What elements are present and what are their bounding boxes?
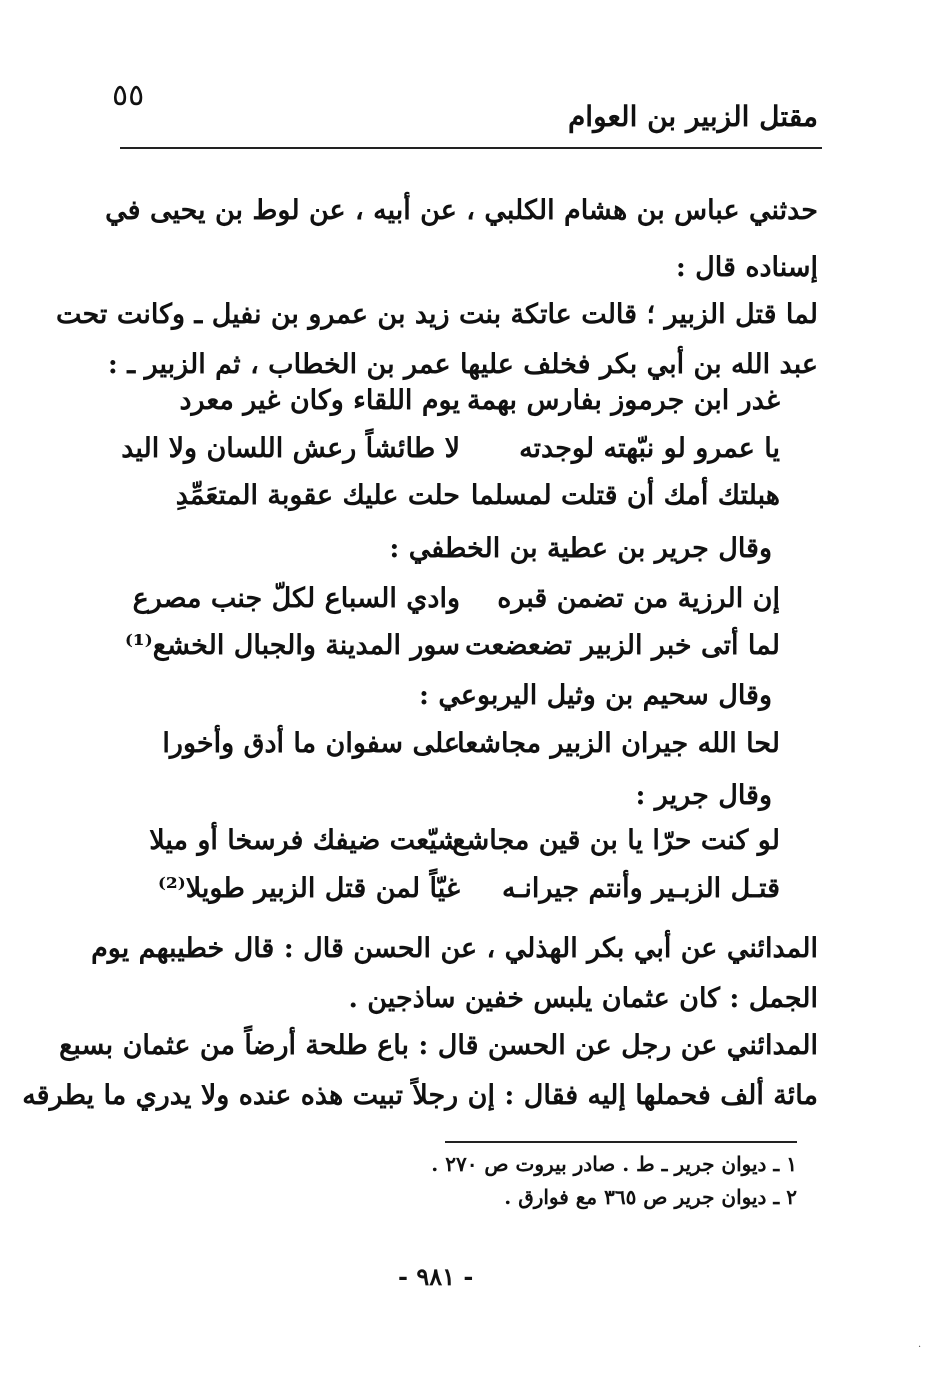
page-number-bottom: - ٩٨١ - [398,1262,474,1291]
verse-row [130,873,780,923]
header-rule [120,147,822,149]
verse-row [130,583,780,633]
verse-first-hemistich: لحا الله جيران الزبير مجاشعا [457,728,780,759]
paragraph-3-line-2: الجمل : كان عثمان يلبس خفين ساذجين . [348,983,818,1014]
verse-first-hemistich: هبلتك أمك أن قتلت لمسلما [470,480,780,511]
verse-second-hemistich: حلت عليك عقوبة المتعَمِّدِ [175,480,460,511]
verse-row [130,825,780,875]
paragraph-4-line-2: مائة ألف فحملها إليه فقال : إن رجلاً تبيت هذه عنده ولا يدري ما يطرقه [22,1080,818,1111]
page-number-top: ٥٥ [112,78,145,113]
scan-edge-mark: · [918,1342,922,1353]
paragraph-2-line-1: لما قتل الزبير ؛ قالت عاتكة بنت زيد بن عمرو بن نفيل ـ وكانت تحت [55,299,818,330]
paragraph-4-line-1: المدائني عن رجل عن الحسن قال : باع طلحة أرضاً من عثمان بسبع [59,1030,818,1061]
paragraph-1-line-2: إسناده قال : [675,252,818,283]
poem-introduction: وقال جرير بن عطية بن الخطفي : [389,533,772,564]
verse-first-hemistich: غدر ابن جرموز بفارس بهمة [467,385,780,416]
verse-row [130,728,780,778]
verse-row [121,433,780,483]
verse-first-hemistich: يا عمرو لو نبّهته لوجدته [519,433,780,464]
verse-second-hemistich: يوم اللقاء وكان غير معرد [179,385,460,416]
verse-first-hemistich: إن الرزية من تضمن قبره [497,583,780,614]
verse-row [130,480,780,530]
poem-introduction: وقال سحيم بن وثيل اليربوعي : [419,680,772,711]
paragraph-2-line-2: عبد الله بن أبي بكر فخلف عليها عمر بن الخطاب ، ثم الزبير ـ : [107,349,818,380]
verse-second-hemistich: شيّعت ضيفك فرسخا أو ميلا [149,825,460,856]
verse-second-hemistich: على سفوان ما أدق وأخورا [162,728,460,759]
poem-introduction: وقال جرير : [635,780,772,811]
footnote-1: ١ ـ ديوان جرير ـ ط . صادر بيروت ص ٢٧٠ . [431,1152,797,1176]
verse-second-hemistich: لا طائشاً رعش اللسان ولا اليد [121,433,460,464]
verse-row [124,630,780,680]
footnote-rule [445,1141,797,1143]
verse-first-hemistich: قتـل الزبـير وأنتم جيرانـه [501,873,780,904]
paragraph-1-line-1: حدثني عباس بن هشام الكلبي ، عن أبيه ، عن لوط بن يحيى في [105,195,818,226]
paragraph-3-line-1: المدائني عن أبي بكر الهذلي ، عن الحسن قال : قال خطيبهم يوم [91,933,818,964]
running-title: مقتل الزبير بن العوام [567,100,818,133]
verse-row [130,385,780,435]
verse-second-hemistich: غيّاً لمن قتل الزبير طويلا⁽²⁾ [157,873,460,904]
verse-second-hemistich: وادي السباع لكلّ جنب مصرع [132,583,460,614]
verse-first-hemistich: لو كنت حرّا يا بن قين مجاشع [452,825,780,856]
footnote-2: ٢ ـ ديوان جرير ص ٣٦٥ مع فوارق . [504,1185,797,1209]
verse-second-hemistich: سور المدينة والجبال الخشع⁽¹⁾ [124,630,460,661]
verse-first-hemistich: لما أتى خبر الزبير تضعضعت [464,630,780,661]
